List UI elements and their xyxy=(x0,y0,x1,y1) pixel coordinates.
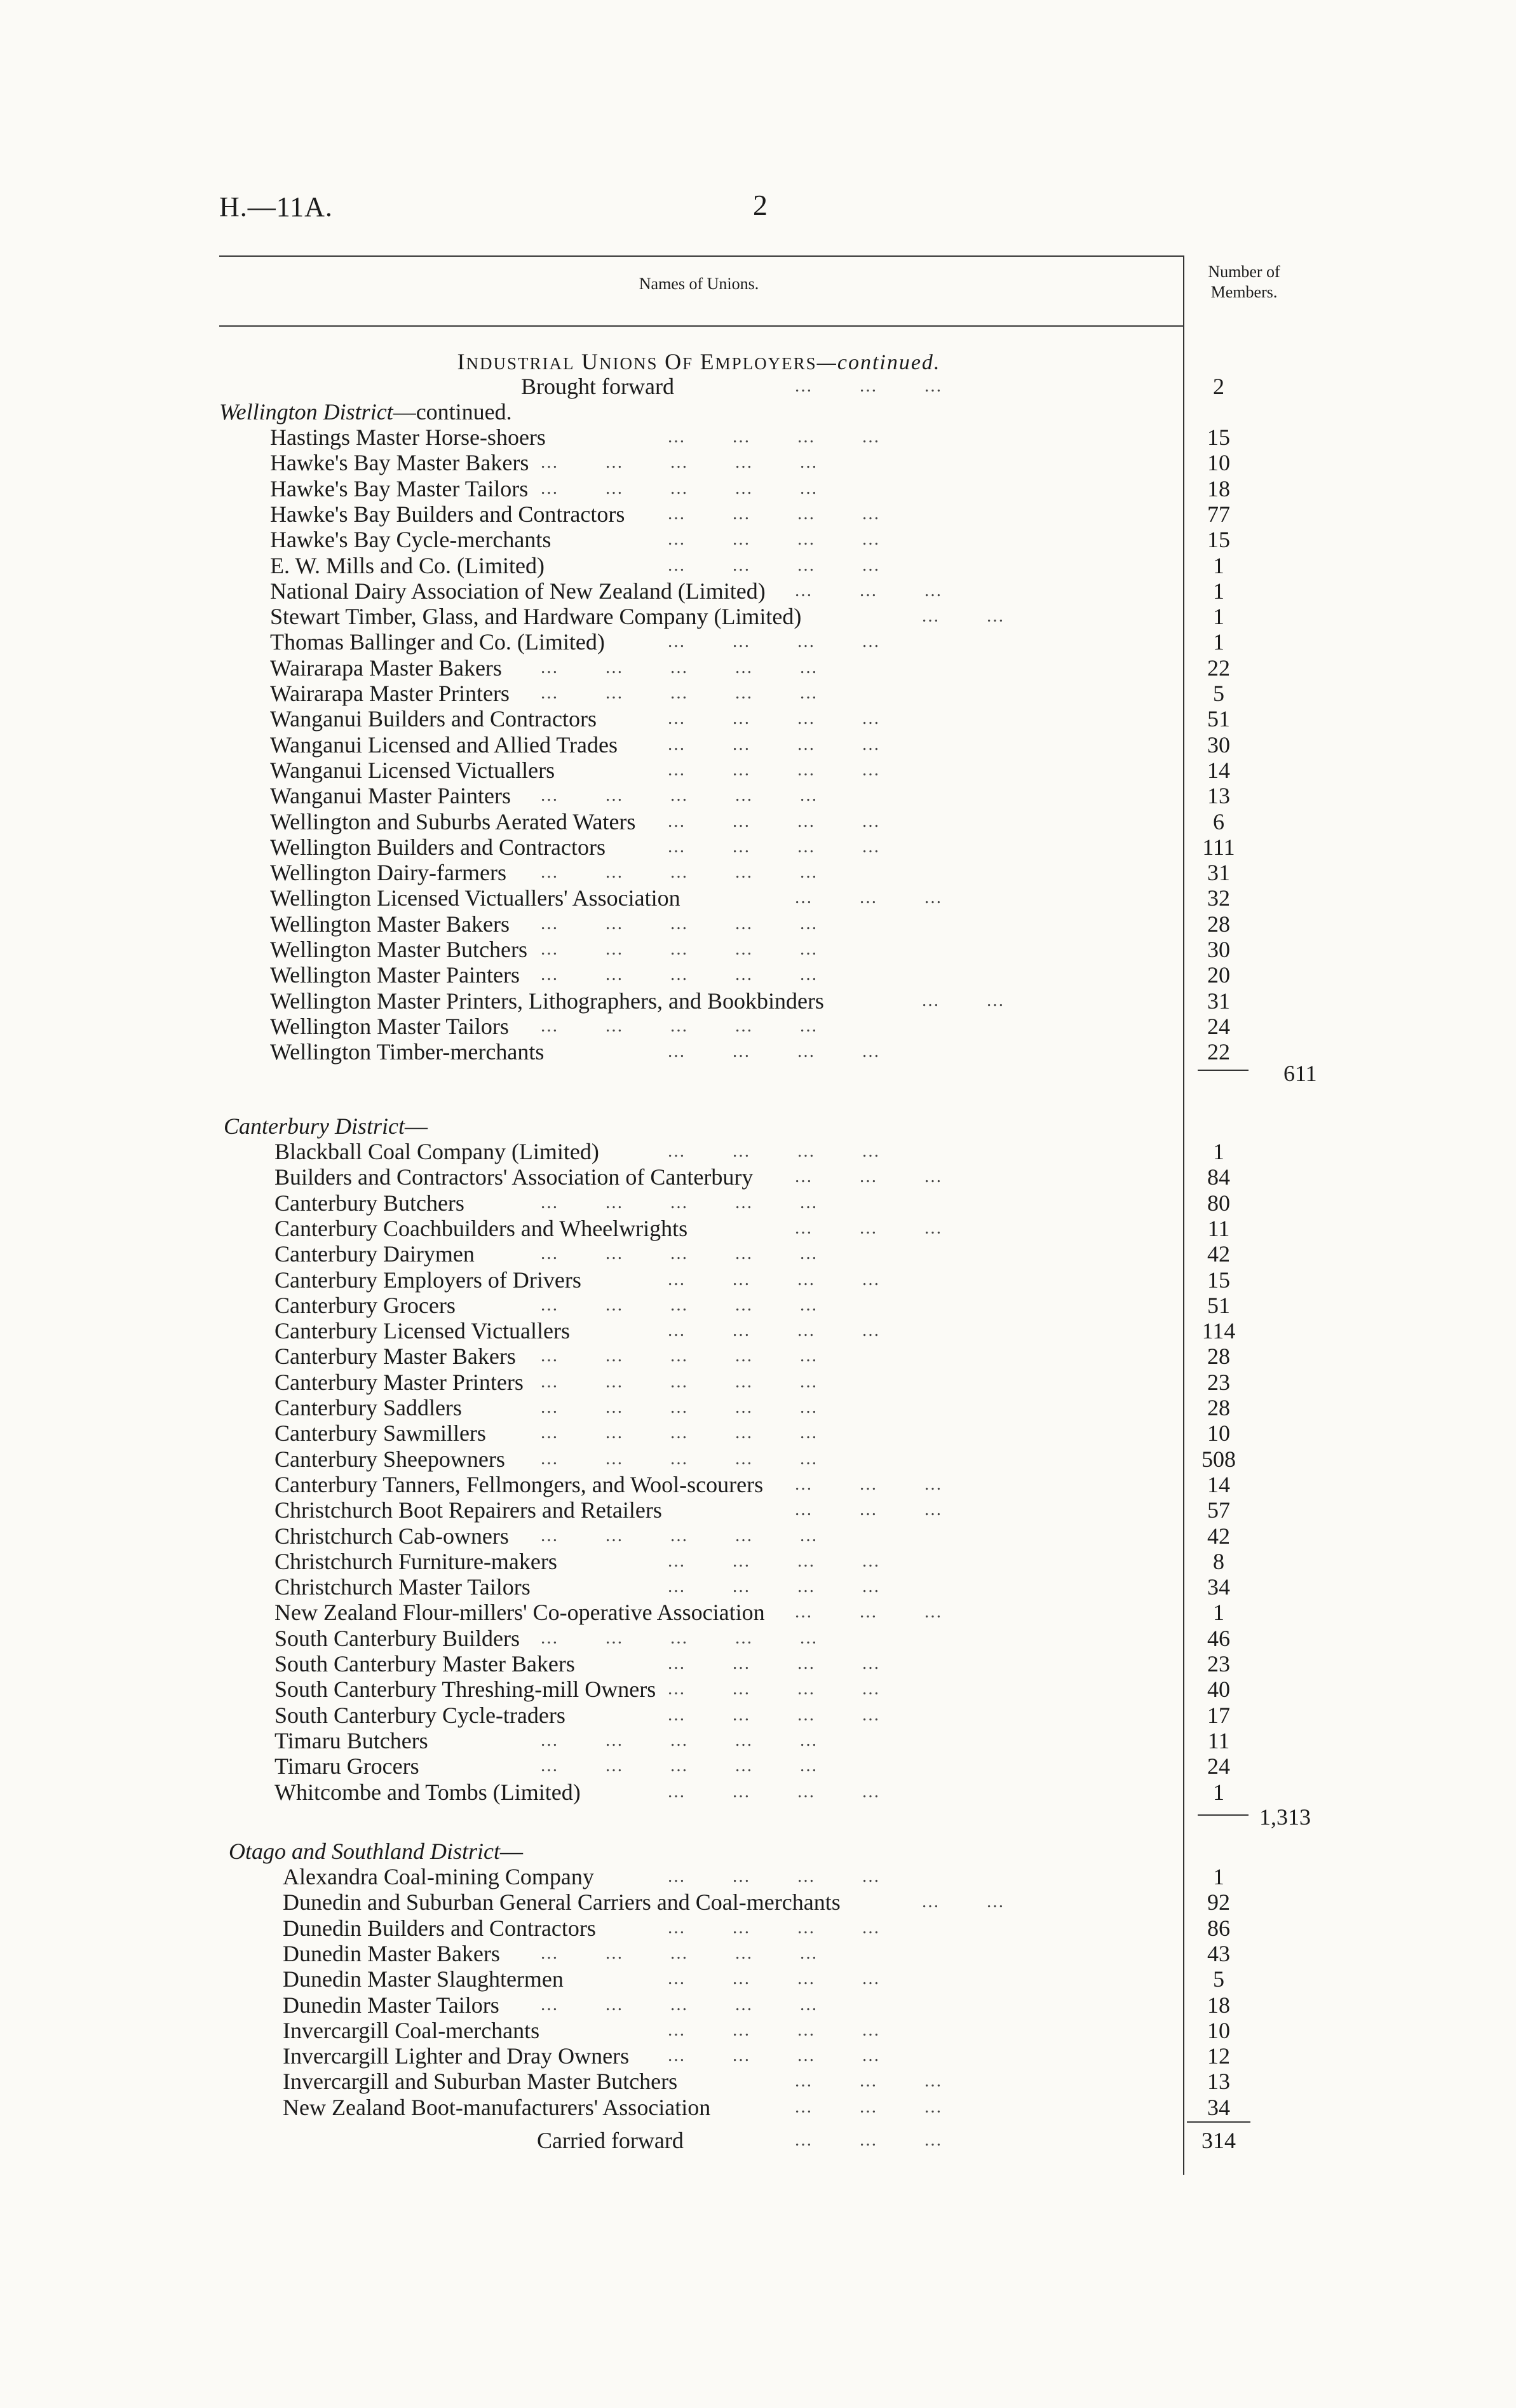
union-name: South Canterbury Cycle-traders xyxy=(274,1702,565,1728)
members-count: 31 xyxy=(1207,860,1230,886)
column-header-members xyxy=(1187,262,1301,303)
column-header-members-line1: Number of xyxy=(1208,262,1280,281)
members-count: 8 xyxy=(1213,1548,1224,1574)
leader-dots: … … … … … xyxy=(539,862,864,883)
union-row xyxy=(0,476,1516,501)
union-row xyxy=(0,1889,1516,1915)
district-heading xyxy=(219,399,512,425)
union-row xyxy=(0,1600,1516,1625)
district-name: Wellington District xyxy=(219,399,393,425)
leader-dots: … … … … xyxy=(667,1269,926,1289)
union-row xyxy=(0,1446,1516,1472)
members-count: 51 xyxy=(1207,1292,1230,1318)
leader-dots: … … … … … xyxy=(539,1346,864,1366)
union-name: Canterbury Saddlers xyxy=(274,1395,462,1420)
column-header-names: Names of Unions. xyxy=(639,275,759,293)
leader-dots: … … … … … xyxy=(540,452,864,473)
section-title xyxy=(219,348,1179,375)
leader-dots: … … xyxy=(921,606,1051,627)
members-count: 92 xyxy=(1207,1889,1230,1915)
leader-dots: … … … … … xyxy=(539,1994,864,2015)
leader-dots: … … … … … xyxy=(539,1525,864,1546)
union-name: Timaru Grocers xyxy=(274,1753,419,1779)
union-name: National Dairy Association of New Zealand (Limited) xyxy=(270,578,766,604)
members-count: 1 xyxy=(1213,1139,1224,1164)
carried-forward-rule xyxy=(1187,2121,1250,2123)
union-row xyxy=(0,501,1516,527)
members-count: 1 xyxy=(1213,629,1224,655)
leader-dots: … … … … … xyxy=(539,965,864,985)
union-row xyxy=(0,1420,1516,1446)
leader-dots: … … … … xyxy=(667,709,926,729)
members-count: 1 xyxy=(1213,1600,1224,1626)
union-name: New Zealand Flour-millers' Co-operative Association xyxy=(274,1600,765,1626)
carried-forward-label: Carried forward xyxy=(537,2128,684,2153)
members-count: 28 xyxy=(1207,911,1230,937)
union-row xyxy=(0,860,1516,885)
members-count: 1 xyxy=(1213,552,1224,578)
leader-dots: … … … … xyxy=(667,1781,926,1802)
leader-dots: … … … … … xyxy=(540,1016,864,1036)
leader-dots: … … … … xyxy=(667,1141,926,1161)
union-name: Christchurch Furniture-makers xyxy=(274,1548,557,1574)
union-name: Wellington Timber-merchants xyxy=(270,1039,545,1065)
leader-dots: … … … … … xyxy=(540,1730,864,1750)
union-row xyxy=(0,604,1516,629)
union-row xyxy=(0,425,1516,450)
leader-dots: … … … … xyxy=(667,529,926,550)
union-row xyxy=(0,1703,1516,1728)
subtotal-rule xyxy=(1198,1070,1249,1071)
members-count: 18 xyxy=(1207,475,1230,501)
leader-dots: … … … … … xyxy=(539,1192,864,1213)
union-row xyxy=(0,1472,1516,1497)
leader-dots: … … … … … xyxy=(539,1943,864,1963)
members-count: 22 xyxy=(1207,655,1230,681)
members-count: 2 xyxy=(1213,374,1224,399)
leader-dots: … … … … … xyxy=(539,1448,864,1469)
leader-dots: … … … xyxy=(794,376,989,396)
union-row xyxy=(0,1574,1516,1600)
members-count: 6 xyxy=(1213,808,1224,834)
union-row xyxy=(0,1190,1516,1216)
union-name: Wellington Master Painters xyxy=(270,962,520,988)
union-row xyxy=(0,783,1516,808)
union-name: Dunedin Master Bakers xyxy=(283,1940,500,1966)
table-top-rule xyxy=(219,255,1184,257)
members-count: 42 xyxy=(1207,1241,1230,1267)
union-name: Invercargill and Suburban Master Butchers xyxy=(283,2069,678,2095)
union-name: Hawke's Bay Builders and Contractors xyxy=(270,501,625,527)
union-name: Hawke's Bay Cycle-merchants xyxy=(270,527,552,553)
union-row xyxy=(0,1343,1516,1369)
union-row xyxy=(0,681,1516,706)
union-row xyxy=(0,885,1516,911)
leader-dots: … … … … xyxy=(667,759,926,780)
union-name: E. W. Mills and Co. (Limited) xyxy=(270,552,545,578)
members-count: 114 xyxy=(1201,1318,1236,1344)
union-row xyxy=(0,1992,1516,2018)
leader-dots: … … … … … xyxy=(539,786,864,806)
members-count: 34 xyxy=(1207,1574,1230,1600)
union-name: Wairarapa Master Printers xyxy=(270,681,510,706)
members-count: 31 xyxy=(1207,988,1230,1014)
members-count: 508 xyxy=(1201,1446,1236,1472)
union-name: South Canterbury Builders xyxy=(274,1625,520,1651)
leader-dots: … … … … … xyxy=(539,478,864,498)
union-name: Wellington Licensed Victuallers' Association xyxy=(270,885,680,911)
members-count: 43 xyxy=(1207,1940,1230,1966)
union-row xyxy=(0,1966,1516,1992)
union-name: Canterbury Sawmillers xyxy=(274,1420,486,1446)
union-name: Wellington and Suburbs Aerated Waters xyxy=(270,808,636,834)
members-count: 10 xyxy=(1207,450,1230,476)
union-name: Wairarapa Master Bakers xyxy=(270,655,502,681)
union-name: Wellington Master Tailors xyxy=(270,1013,509,1039)
members-count: 10 xyxy=(1207,2017,1230,2043)
union-row xyxy=(0,937,1516,962)
union-name: Wellington Master Printers, Lithographers, and Bookbinders xyxy=(270,988,824,1014)
leader-dots: … … … … xyxy=(667,811,926,831)
union-row xyxy=(0,1779,1516,1805)
members-count: 20 xyxy=(1207,962,1230,988)
leader-dots: … … … xyxy=(794,1474,989,1494)
members-count: 1 xyxy=(1213,1779,1224,1805)
members-count: 14 xyxy=(1207,757,1230,783)
union-row xyxy=(0,1241,1516,1267)
union-row xyxy=(0,2043,1516,2069)
union-row xyxy=(0,2069,1516,2094)
members-count: 10 xyxy=(1207,1420,1230,1446)
members-count: 1 xyxy=(1213,578,1224,604)
members-count: 1 xyxy=(1213,1864,1224,1889)
union-row xyxy=(0,629,1516,655)
union-row xyxy=(0,553,1516,578)
members-count: 84 xyxy=(1207,1164,1230,1190)
union-row xyxy=(0,732,1516,758)
members-count: 42 xyxy=(1207,1523,1230,1549)
union-name: Wanganui Builders and Contractors xyxy=(270,706,597,732)
union-row xyxy=(0,911,1516,937)
union-row xyxy=(0,706,1516,731)
union-name: Wanganui Licensed Victuallers xyxy=(270,757,555,783)
union-name: Wanganui Licensed and Allied Trades xyxy=(270,731,618,758)
leader-dots: … … … xyxy=(794,1167,989,1187)
members-count: 28 xyxy=(1207,1343,1230,1370)
leader-dots: … … … xyxy=(794,1602,989,1622)
page-header-ref: H.—11A. xyxy=(219,191,333,222)
union-name: Hawke's Bay Master Bakers xyxy=(270,450,529,476)
union-name: Thomas Ballinger and Co. (Limited) xyxy=(270,629,605,655)
leader-dots: … … … … xyxy=(667,1969,926,1989)
leader-dots: … … … … … xyxy=(539,1756,864,1776)
leader-dots: … … … … xyxy=(667,2020,926,2040)
leader-dots: … … … … xyxy=(667,1704,926,1725)
union-row xyxy=(0,1293,1516,1318)
union-row xyxy=(0,988,1516,1014)
union-name: Wellington Dairy-farmers xyxy=(270,860,506,886)
union-name: Hastings Master Horse-shoers xyxy=(270,425,546,450)
union-name: Canterbury Employers of Drivers xyxy=(274,1267,581,1293)
union-row xyxy=(0,2018,1516,2043)
members-count: 80 xyxy=(1207,1190,1230,1216)
leader-dots: … … … … xyxy=(667,2046,926,2066)
union-row xyxy=(0,1753,1516,1779)
members-count: 5 xyxy=(1213,681,1224,706)
leader-dots: … … … … xyxy=(667,503,926,524)
union-name: Christchurch Boot Repairers and Retailers xyxy=(274,1497,662,1523)
union-name: Stewart Timber, Glass, and Hardware Company (Limited) xyxy=(270,604,802,630)
leader-dots: … … … xyxy=(794,2097,989,2117)
leader-dots: … … … … xyxy=(667,1551,926,1571)
members-count: 11 xyxy=(1207,1727,1230,1753)
district-heading xyxy=(224,1113,428,1139)
leader-dots: … … … … xyxy=(667,1654,926,1673)
district-total: 1,313 xyxy=(1259,1804,1311,1830)
union-name: Invercargill Coal-merchants xyxy=(283,2017,540,2043)
union-row xyxy=(0,1523,1516,1549)
section-title-suffix: —continued. xyxy=(816,351,941,374)
leader-dots: … … xyxy=(921,1892,1051,1912)
leader-dots: … … … xyxy=(794,1500,989,1520)
leader-dots: … … … … … xyxy=(539,913,864,934)
union-name: Canterbury Sheepowners xyxy=(274,1446,505,1472)
union-row xyxy=(0,1139,1516,1164)
members-count: 23 xyxy=(1207,1369,1230,1395)
union-name: Canterbury Coachbuilders and Wheelwrights xyxy=(274,1215,688,1241)
members-count: 30 xyxy=(1207,937,1230,962)
members-count: 14 xyxy=(1207,1471,1230,1497)
members-count: 32 xyxy=(1207,885,1230,911)
union-name: Canterbury Tanners, Fellmongers, and Wool-scourers xyxy=(274,1471,764,1497)
members-count: 86 xyxy=(1207,1915,1230,1941)
union-name: Canterbury Master Bakers xyxy=(274,1343,516,1370)
union-name: Dunedin and Suburban General Carriers and Coal-merchants xyxy=(283,1889,841,1915)
union-name: Whitcombe and Tombs (Limited) xyxy=(274,1779,581,1805)
leader-dots: … … … … … xyxy=(540,683,864,703)
union-name: Builders and Contractors' Association of Canterbury xyxy=(274,1164,754,1190)
members-count: 34 xyxy=(1207,2094,1230,2120)
members-count: 30 xyxy=(1207,731,1230,758)
members-count: 13 xyxy=(1207,2069,1230,2095)
leader-dots: … … … … xyxy=(667,632,926,652)
carried-forward-row xyxy=(0,2128,1516,2153)
members-count: 57 xyxy=(1207,1497,1230,1523)
union-name: South Canterbury Master Bakers xyxy=(274,1651,575,1677)
members-count: 22 xyxy=(1207,1039,1230,1065)
union-row xyxy=(0,1915,1516,1941)
union-row xyxy=(0,1497,1516,1523)
members-count: 23 xyxy=(1207,1651,1230,1677)
union-name: Hawke's Bay Master Tailors xyxy=(270,475,529,501)
leader-dots: … … … … xyxy=(667,836,926,857)
members-count: 28 xyxy=(1207,1395,1230,1420)
union-row xyxy=(0,1651,1516,1677)
leader-dots: … … … … xyxy=(667,734,926,754)
union-row xyxy=(0,834,1516,860)
members-count: 15 xyxy=(1207,1267,1230,1293)
union-row xyxy=(0,758,1516,783)
union-name: Dunedin Master Tailors xyxy=(283,1992,499,2018)
leader-dots: … … … … … xyxy=(539,1244,864,1264)
leader-dots: … … … … xyxy=(667,1577,926,1597)
district-name: Otago and Southland District xyxy=(229,1839,501,1864)
members-count: 51 xyxy=(1207,706,1230,732)
leader-dots: … … … … … xyxy=(539,1423,864,1443)
members-count: 46 xyxy=(1207,1625,1230,1651)
leader-dots: … … … xyxy=(794,580,989,601)
union-row xyxy=(0,1677,1516,1702)
leader-dots: … … … xyxy=(794,2130,989,2150)
union-row xyxy=(0,1395,1516,1420)
members-count: 15 xyxy=(1207,527,1230,553)
leader-dots: … … … … … xyxy=(540,1628,864,1648)
district-suffix: — xyxy=(405,1113,428,1139)
leader-dots: … … … … xyxy=(667,1321,926,1341)
members-count: 24 xyxy=(1207,1013,1230,1039)
union-name: New Zealand Boot-manufacturers' Association xyxy=(283,2094,711,2120)
union-row xyxy=(0,2095,1516,2120)
district-suffix: — xyxy=(500,1839,524,1864)
union-row xyxy=(0,1626,1516,1651)
union-row xyxy=(0,655,1516,681)
union-name: Wellington Master Bakers xyxy=(270,911,510,937)
members-count: 24 xyxy=(1207,1753,1230,1779)
brought-forward-label: Brought forward xyxy=(521,374,674,399)
union-name: Wanganui Master Painters xyxy=(270,783,511,809)
union-row xyxy=(0,578,1516,604)
union-name: Christchurch Cab-owners xyxy=(274,1523,509,1549)
table-header-rule xyxy=(219,325,1184,327)
members-count: 111 xyxy=(1202,834,1235,860)
district-suffix: —continued. xyxy=(393,399,512,425)
union-name: Timaru Butchers xyxy=(274,1727,428,1753)
union-row xyxy=(0,1318,1516,1343)
union-name: Wellington Builders and Contractors xyxy=(270,834,606,860)
page-number: 2 xyxy=(753,189,768,221)
members-count: 15 xyxy=(1207,425,1230,450)
column-header-members-line2: Members. xyxy=(1210,283,1278,301)
members-count: 12 xyxy=(1207,2043,1230,2069)
district-total: 611 xyxy=(1283,1061,1317,1086)
union-name: Canterbury Master Printers xyxy=(274,1369,524,1395)
members-count: 40 xyxy=(1207,1677,1230,1703)
union-row xyxy=(0,527,1516,552)
leader-dots: … … … … xyxy=(667,1042,926,1062)
union-name: Blackball Coal Company (Limited) xyxy=(274,1139,599,1164)
union-row xyxy=(0,1164,1516,1190)
leader-dots: … … … … xyxy=(667,555,926,575)
leader-dots: … … … … xyxy=(667,1917,926,1938)
members-count: 13 xyxy=(1207,783,1230,809)
leader-dots: … … … xyxy=(794,2071,989,2092)
leader-dots: … … … … … xyxy=(539,657,864,677)
leader-dots: … … … … … xyxy=(539,1371,864,1392)
members-count: 18 xyxy=(1207,1992,1230,2018)
union-name: South Canterbury Threshing-mill Owners xyxy=(274,1677,656,1703)
leader-dots: … … … … … xyxy=(539,1398,864,1417)
union-row xyxy=(0,450,1516,475)
members-count: 314 xyxy=(1201,2128,1236,2153)
union-name: Invercargill Lighter and Dray Owners xyxy=(283,2043,630,2069)
district-name: Canterbury District xyxy=(224,1113,405,1139)
members-count: 17 xyxy=(1207,1702,1230,1728)
union-name: Canterbury Licensed Victuallers xyxy=(274,1318,571,1344)
union-row xyxy=(0,809,1516,834)
union-row xyxy=(0,1267,1516,1293)
members-count: 1 xyxy=(1213,604,1224,630)
leader-dots: … … … xyxy=(794,888,989,908)
leader-dots: … … … … xyxy=(667,1867,926,1886)
union-row xyxy=(0,962,1516,988)
union-name: Canterbury Dairymen xyxy=(274,1241,475,1267)
union-row xyxy=(0,1549,1516,1574)
union-row xyxy=(0,1370,1516,1395)
leader-dots: … … … xyxy=(794,1218,989,1238)
union-row xyxy=(0,1216,1516,1241)
brought-forward-row xyxy=(0,374,1516,399)
union-name: Dunedin Builders and Contractors xyxy=(283,1915,596,1941)
union-row xyxy=(0,1728,1516,1753)
leader-dots: … … … … xyxy=(667,427,926,447)
district-heading xyxy=(229,1839,523,1864)
members-count: 5 xyxy=(1213,1966,1224,1992)
members-count: 11 xyxy=(1207,1215,1230,1241)
union-row xyxy=(0,1014,1516,1039)
leader-dots: … … xyxy=(921,990,1051,1010)
union-name: Canterbury Grocers xyxy=(274,1292,456,1318)
section-title-main: INDUSTRIAL UNIONS OF EMPLOYERS xyxy=(457,349,817,374)
members-count: 77 xyxy=(1207,501,1230,527)
union-name: Christchurch Master Tailors xyxy=(274,1574,531,1600)
union-name: Alexandra Coal-mining Company xyxy=(283,1864,594,1889)
union-name: Wellington Master Butchers xyxy=(270,937,528,962)
subtotal-rule xyxy=(1198,1814,1249,1816)
leader-dots: … … … … … xyxy=(539,1295,864,1315)
leader-dots: … … … … … xyxy=(539,939,864,959)
union-name: Dunedin Master Slaughtermen xyxy=(283,1966,564,1992)
union-name: Canterbury Butchers xyxy=(274,1190,464,1216)
union-row xyxy=(0,1941,1516,1966)
union-row xyxy=(0,1864,1516,1889)
leader-dots: … … … … xyxy=(667,1679,926,1699)
